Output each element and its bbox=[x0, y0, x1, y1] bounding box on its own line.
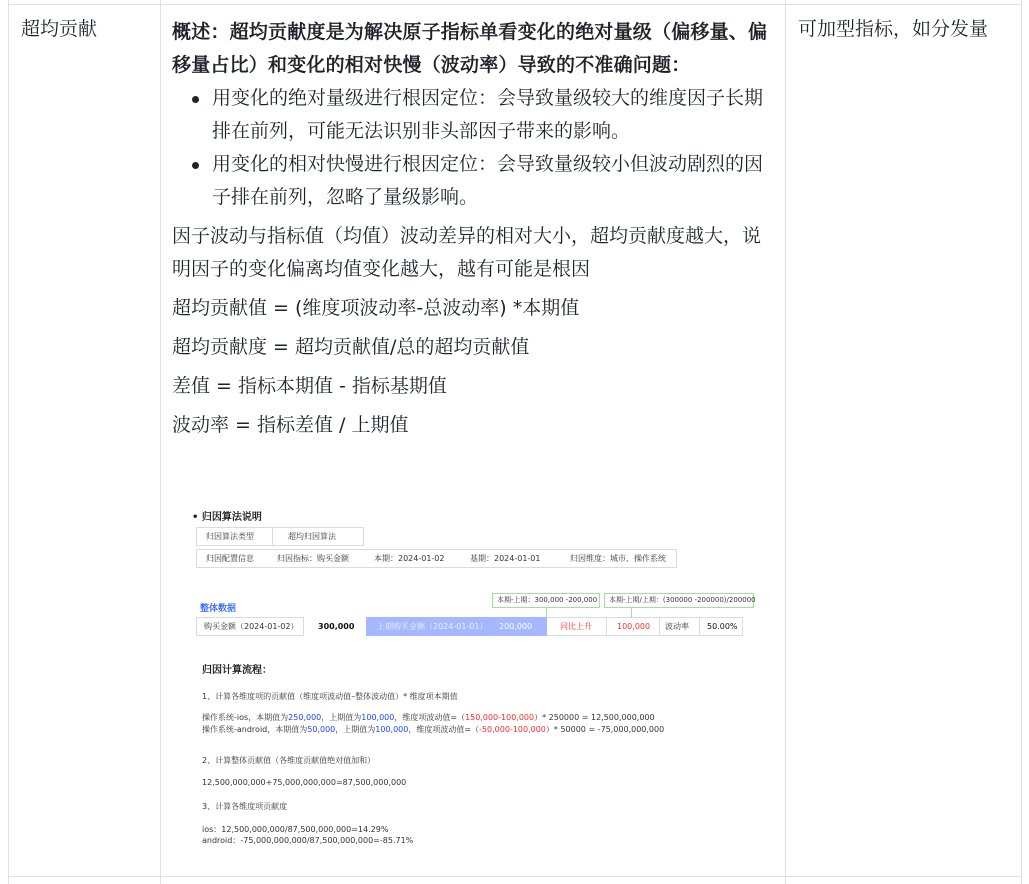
rate-value: 50.00% bbox=[707, 622, 738, 631]
note-rate: 本期-上期/上期：(300000 -200000)/200000 bbox=[609, 596, 756, 604]
ios-current-value: 250,000 bbox=[288, 713, 322, 722]
step3-ios: ios：12,500,000,000/87,500,000,000=14.29% bbox=[202, 825, 389, 834]
config-current-period: 本期：2024-01-02 bbox=[374, 554, 445, 563]
yoy-value: 100,000 bbox=[617, 622, 651, 631]
current-amount-label: 购买金额（2024-01-02） bbox=[204, 622, 299, 631]
formula-excess-value: 超均贡献值 = (维度项波动率-总波动率) *本期值 bbox=[172, 297, 580, 319]
step1-android-part: ，上期值为 bbox=[335, 725, 376, 734]
cell-divider bbox=[659, 617, 660, 636]
step1-text: 1、计算各维度项的贡献值（维度项波动值–整体波动值）* 维度项本期值 bbox=[202, 692, 458, 701]
base-amount-value: 200,000 bbox=[499, 622, 533, 631]
android-current-value: 50,000 bbox=[307, 725, 336, 734]
config-label: 归因配置信息 bbox=[206, 554, 254, 563]
formula-fluctuation-rate: 波动率 = 指标差值 / 上期值 bbox=[172, 414, 409, 436]
bullet-list bbox=[172, 82, 768, 214]
list-item: 用变化的绝对量级进行根因定位：会导致量级较大的维度因子长期排在前列，可能无法识别非头部因子带来的影响。 bbox=[172, 82, 768, 148]
step1-ios-part: ，维度项波动值=（ bbox=[394, 713, 466, 722]
config-dimensions: 归因维度：城市、操作系统 bbox=[570, 554, 666, 563]
formula-difference: 差值 = 指标本期值 - 指标基期值 bbox=[172, 375, 447, 397]
step1-android-part: ，维度项波动值=（ bbox=[408, 725, 480, 734]
cell-divider bbox=[606, 617, 607, 636]
step1-android-part: 操作系统-android，本期值为 bbox=[202, 725, 308, 734]
table-border-right bbox=[1021, 0, 1022, 884]
android-base-value: 100,000 bbox=[375, 725, 409, 734]
step2-value: 12,500,000,000+75,000,000,000=87,500,000,000 bbox=[202, 778, 407, 787]
algo-type-label: 归因算法类型 bbox=[206, 532, 254, 541]
table-border-left bbox=[8, 0, 9, 884]
config-base-period: 基期：2024-01-01 bbox=[470, 554, 541, 563]
step1-android-line bbox=[202, 724, 664, 735]
step1-ios-line bbox=[202, 712, 655, 723]
android-fluctuation: -50,000-100,000 bbox=[479, 725, 546, 734]
yoy-label: 同比上升 bbox=[560, 622, 592, 631]
column-divider-1 bbox=[160, 0, 161, 884]
ios-fluctuation: 150,000-100,000 bbox=[465, 713, 535, 722]
algorithm-explanation-figure bbox=[186, 498, 766, 858]
column-divider-2 bbox=[785, 0, 786, 884]
figure-heading: • 归因算法说明 bbox=[192, 512, 262, 523]
process-title: 归因计算流程： bbox=[202, 665, 272, 676]
step2-text: 2、计算整体贡献值（各维度贡献值绝对值加和） bbox=[202, 756, 376, 765]
step3-android: android：-75,000,000,000/87,500,000,000=-85.71% bbox=[202, 836, 414, 845]
rate-label: 波动率 bbox=[665, 622, 689, 631]
list-item: 用变化的相对快慢进行根因定位：会导致量级较小但波动剧烈的因子排在前列，忽略了量级影响。 bbox=[172, 148, 768, 214]
step1-ios-part: ，上期值为 bbox=[321, 713, 362, 722]
summary-text: 概述：超均贡献度是为解决原子指标单看变化的绝对量级（偏移量、偏移量占比）和变化的相对快慢（波动率）导致的不准确问题： bbox=[172, 21, 768, 76]
algo-type-value: 超均归因算法 bbox=[288, 532, 336, 541]
config-metric: 归因指标：购买金额 bbox=[277, 554, 349, 563]
step1-android-part: ）* 50000 = -75,000,000,000 bbox=[545, 725, 665, 734]
formula-excess-degree: 超均贡献度 = 超均贡献值/总的超均贡献值 bbox=[172, 336, 530, 358]
row-divider-top bbox=[8, 4, 1021, 5]
row-divider-bottom bbox=[8, 876, 1021, 877]
applicable-metrics-cell: 可加型指标，如分发量 bbox=[798, 18, 989, 40]
step1-ios-part: 操作系统-ios，本期值为 bbox=[202, 713, 289, 722]
overall-data-title: 整体数据 bbox=[200, 604, 237, 614]
step3-text: 3、计算各维度项贡献度 bbox=[202, 802, 288, 811]
description-cell bbox=[172, 16, 768, 442]
base-amount-label: 上期购买金额（2024-01-01） bbox=[377, 622, 488, 631]
current-amount-value: 300,000 bbox=[318, 622, 355, 631]
note-diff: 本期-上期：300,000 -200,000 bbox=[497, 596, 598, 604]
cell-divider bbox=[699, 617, 700, 636]
step1-ios-part: ）* 250000 = 12,500,000,000 bbox=[534, 713, 655, 722]
method-name-cell: 超均贡献 bbox=[21, 18, 98, 40]
ios-base-value: 100,000 bbox=[361, 713, 395, 722]
explanation-text: 因子波动与指标值（均值）波动差异的相对大小，超均贡献度越大，说明因子的变化偏离均值变化越大，越有可能是根因 bbox=[172, 225, 762, 280]
